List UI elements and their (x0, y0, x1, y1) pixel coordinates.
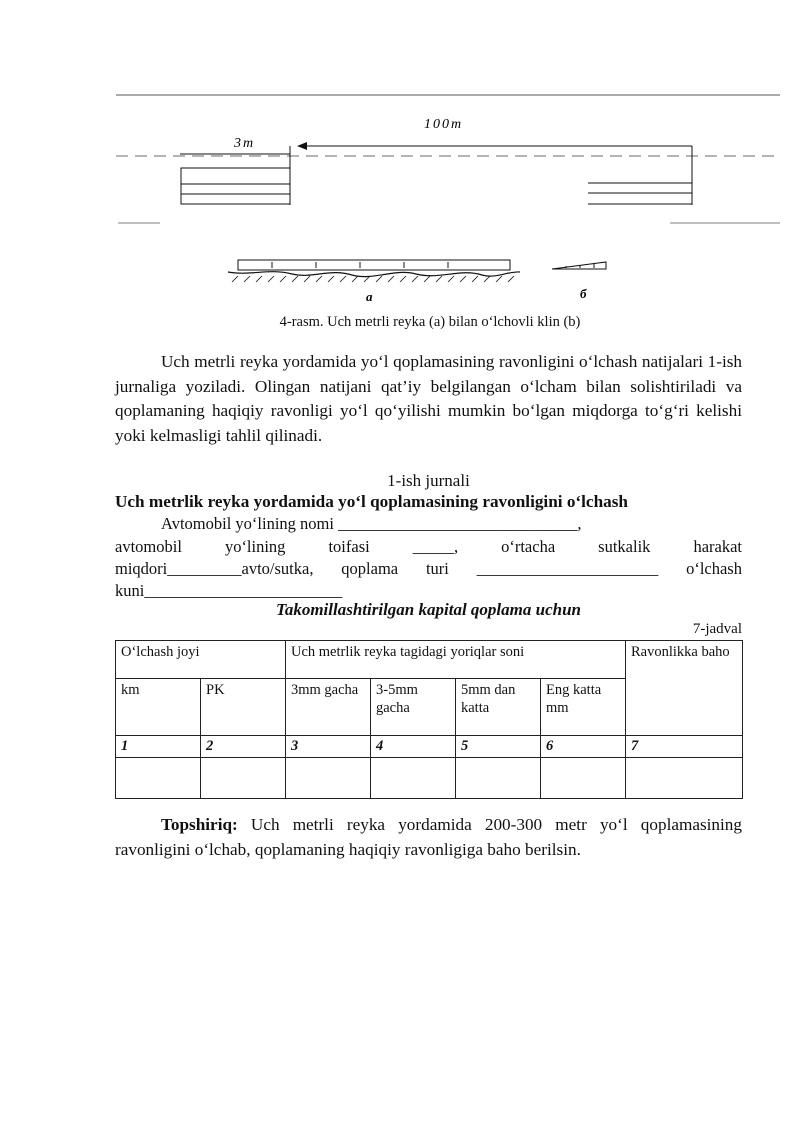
table-cell (456, 758, 541, 799)
paragraph-intro (115, 350, 742, 448)
measuring-wedge (552, 262, 606, 269)
form-word: o‘lchash (686, 559, 742, 578)
form-blank: _____, (412, 537, 459, 556)
form-word: avtomobil (115, 537, 182, 556)
reyka-figure (0, 0, 800, 310)
header-3mm: 3mm gacha (286, 679, 371, 736)
form-word: toifasi (328, 537, 370, 556)
header-cracks: Uch metrlik reyka tagidagi yoriqlar soni (286, 641, 626, 679)
table-cell (541, 758, 626, 799)
column-number: 2 (201, 736, 286, 758)
form-word: turi (425, 559, 449, 578)
form-word: harakat (693, 537, 742, 556)
column-number: 5 (456, 736, 541, 758)
column-number: 7 (626, 736, 743, 758)
column-number: 4 (371, 736, 456, 758)
header-pk: PK (201, 679, 286, 736)
label-a: а (366, 289, 373, 304)
table-header-row (116, 641, 743, 679)
task-text: Uch metrli reyka yordamida 200-300 metr yo‘l qoplamasining ravonligini o‘lchab, qoplamaning haqiqiy ravonligiga baho berilsin. (115, 815, 742, 859)
task-label: Topshiriq: (161, 815, 238, 834)
form-line-traffic (115, 559, 742, 579)
header-5mm: 5mm dan katta (456, 679, 541, 736)
header-location: O‘lchash joyi (116, 641, 286, 679)
rail-on-surface (228, 260, 520, 282)
label-100m: 100m (424, 117, 464, 132)
table-number-row (116, 736, 743, 758)
form-word: miqdori_________avto/sutka, (115, 559, 314, 578)
header-max: Eng katta mm (541, 679, 626, 736)
header-rating: Ravonlikka baho (626, 641, 743, 736)
form-line-category (115, 537, 742, 557)
table-cell (116, 758, 201, 799)
journal-heading: Uch metrlik reyka yordamida yo‘l qoplamasining ravonligini o‘lchash (115, 492, 628, 511)
measurement-table (115, 640, 743, 799)
form-line-day: kuni________________________ (115, 581, 343, 600)
form-line-road-name: Avtomobil yo‘lining nomi _____________________________, (161, 514, 582, 533)
column-number: 3 (286, 736, 371, 758)
column-number: 1 (116, 736, 201, 758)
header-3-5mm: 3-5mm gacha (371, 679, 456, 736)
form-blank: ______________________ (476, 559, 659, 578)
paragraph-intro-text: Uch metrli reyka yordamida yo‘l qoplamasining ravonligini o‘lchash natijalari 1-ish jurnaliga yoziladi. Olingan natijani qat’iy belgilangan o‘lcham bilan solishtiriladi va qoplamaning haqiqiy ravonligi yo‘l qo‘yilishi mumkin bo‘lgan miqdorga to‘g‘ri kelishi yoki kelmasligi tahlil qilinadi. (115, 352, 742, 445)
form-word: qoplama (341, 559, 399, 578)
reyka-block-right (588, 183, 692, 204)
form-word: o‘rtacha (501, 537, 556, 556)
figure-caption: 4-rasm. Uch metrli reyka (a) bilan o‘lchovli klin (b) (279, 314, 581, 330)
table-cell (371, 758, 456, 799)
table-cell (286, 758, 371, 799)
label-b: б (580, 286, 587, 301)
reyka-block-left (181, 168, 290, 204)
table-cell (626, 758, 743, 799)
table-reference: 7-jadval (692, 621, 742, 637)
journal-title: 1-ish jurnali (387, 471, 470, 490)
form-word: yo‘lining (224, 537, 286, 556)
header-km: km (116, 679, 201, 736)
column-number: 6 (541, 736, 626, 758)
form-word: sutkalik (598, 537, 651, 556)
label-3m: 3m (234, 136, 256, 151)
task-paragraph (115, 813, 742, 862)
table-empty-row (116, 758, 743, 799)
table-cell (201, 758, 286, 799)
table-subtitle: Takomillashtirilgan kapital qoplama uchun (276, 600, 581, 619)
